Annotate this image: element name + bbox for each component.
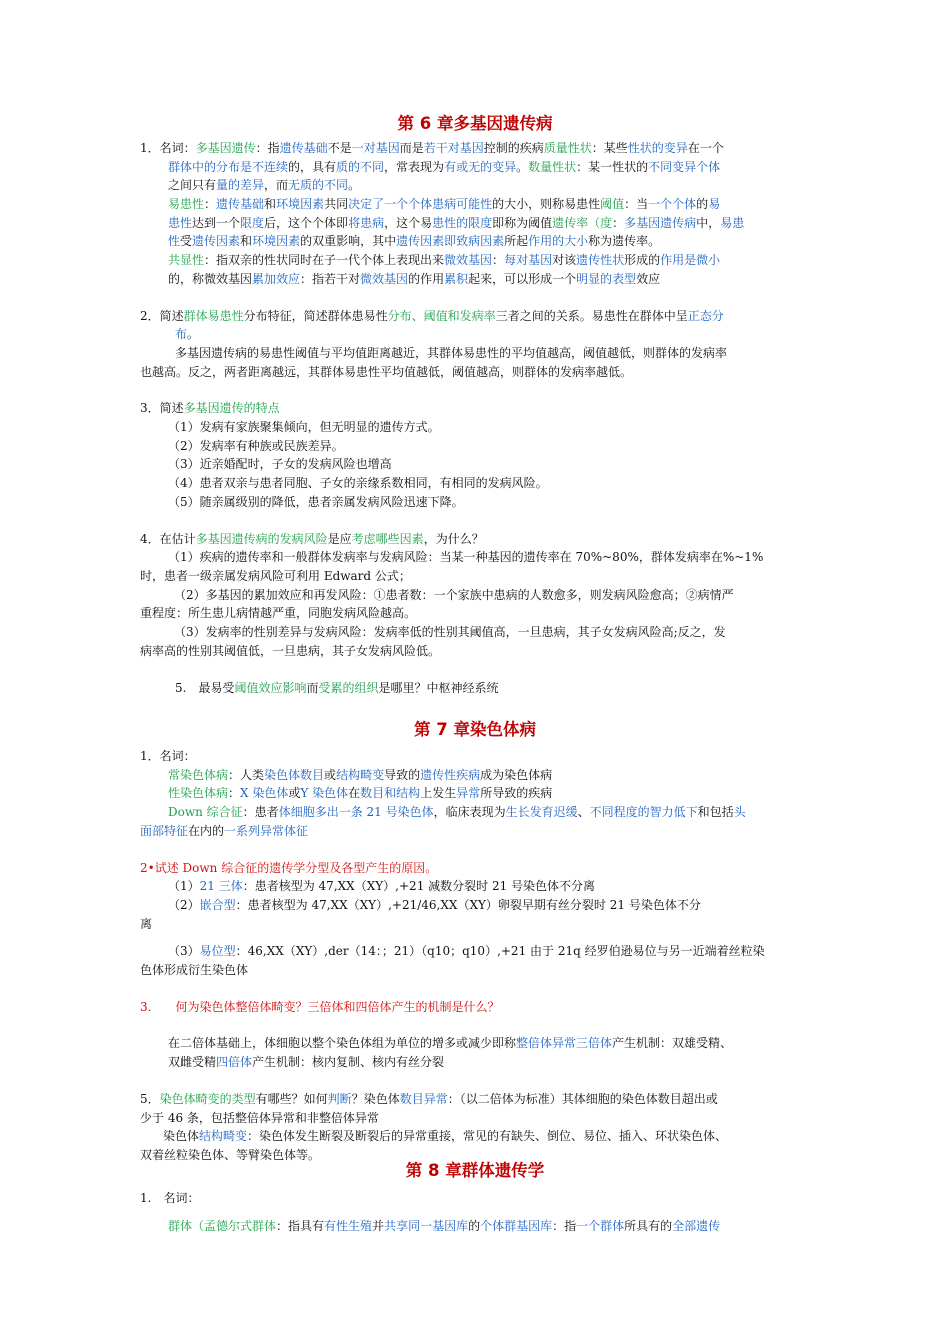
highlighted-term: 一个个体 [648, 197, 697, 211]
text-line [175, 344, 820, 363]
highlighted-term: 作用是微小 [660, 253, 721, 267]
highlighted-term: 不同程度的智力低下 [589, 805, 698, 819]
highlighted-term: Down 综合征 [168, 805, 243, 819]
text-run: 和 [240, 234, 253, 248]
text-run: 在一个 [687, 141, 724, 155]
highlighted-term: 全部遗传 [672, 1219, 721, 1233]
text-run: 1．名词： [140, 749, 196, 763]
text-run: 多基因遗传病的易患性阈值与平均值距离越近，其群体易患性的平均值越高，阈值越低，则群体的发病率 [175, 346, 728, 360]
text-run: 受 [180, 234, 193, 248]
text-run: 也越高。反之，两者距离越远，其群体易患性平均值越低，阈值越高，则群体的发病率越低。 [140, 365, 633, 379]
text-line [140, 307, 820, 326]
text-run: （3）发病率的性别差异与发病风险：发病率低的性别其阈值高，一旦患病，其子女发病风险高;反之，发 [174, 625, 726, 639]
text-run: ：指双亲的性状同时在子一代个体上表现出来 [204, 253, 445, 267]
text-line [140, 363, 820, 382]
highlighted-term: 易位型 [199, 944, 236, 958]
highlighted-term: 结构畸变 [336, 768, 385, 782]
text-line [168, 942, 820, 961]
text-run: ： [204, 197, 217, 211]
highlighted-term: 数目和结构 [360, 786, 421, 800]
highlighted-term: 明显的表型 [576, 272, 637, 286]
text-run: 双雌受精 [168, 1055, 217, 1069]
text-run: 的 [696, 197, 709, 211]
text-line [140, 604, 820, 623]
text-line [168, 548, 820, 567]
text-run: ：指 [255, 141, 280, 155]
highlighted-term: 遗传因素 [192, 234, 241, 248]
highlighted-term: 量的差异 [216, 178, 265, 192]
highlighted-term: 群体（孟德尔式群体 [168, 1219, 277, 1233]
highlighted-term: 一系列异常体征 [224, 824, 309, 838]
text-line [168, 455, 820, 474]
text-run: ：患者核型为 47,XX（XY）,+21 减数分裂时 21 号染色体不分离 [242, 879, 596, 893]
text-run: 时，患者一级亲属发病风险可利用 Edward 公式； [140, 569, 411, 583]
highlighted-term: 体细胞多出一条 21 号染色体 [278, 805, 434, 819]
text-run: （4）患者双亲与患者同胞、子女的亲缘系数相同，有相同的发病风险。 [168, 476, 548, 490]
highlighted-term: 多基因遗传 [195, 141, 256, 155]
text-run: 和包括 [697, 805, 734, 819]
text-run: 后，这个个体即 [264, 216, 349, 230]
highlighted-term: 染色体数目 [264, 768, 325, 782]
highlighted-term: 一个群体 [576, 1219, 625, 1233]
text-run: ：指具有 [276, 1219, 325, 1233]
highlighted-term: 环境因素 [276, 197, 325, 211]
text-line [168, 877, 820, 896]
text-run: 产生机制：核内复制、核内有丝分裂 [252, 1055, 445, 1069]
text-run: 是应 [327, 532, 352, 546]
text-run: ：（以二倍体为标准）其体细胞的染色体数目超出或 [447, 1092, 718, 1106]
text-run: 共同 [324, 197, 349, 211]
text-line [140, 530, 820, 549]
text-run: 。 [348, 178, 361, 192]
highlighted-term: 患性的限度 [432, 216, 493, 230]
text-run: 所导致的疾病 [480, 786, 553, 800]
highlighted-term: 生长发育迟缓 [505, 805, 578, 819]
highlighted-term: 多基因遗传病 [624, 216, 697, 230]
text-run: ：染色体发生断裂及断裂后的异常重接，常见的有缺失、倒位、易位、插入、环状染色体、 [247, 1129, 728, 1143]
text-line [140, 747, 820, 766]
text-run: （2）多基因的累加效应和再发风险：①患者数：一个家族中患病的人数愈多，则发病风险愈高；②病情严 [174, 588, 734, 602]
highlighted-term: 性染色体病 [168, 786, 229, 800]
highlighted-term: 有或无的变异 [444, 160, 517, 174]
text-line [168, 437, 820, 456]
text-run: 之间只有 [168, 178, 217, 192]
text-run: 分布特征，简述群体患易性 [243, 309, 388, 323]
text-run: ，而 [264, 178, 289, 192]
text-run: 控制的疾病 [483, 141, 544, 155]
text-line [140, 139, 820, 158]
text-line [168, 803, 820, 822]
highlighted-term: 遗传性疾病 [420, 768, 481, 782]
highlighted-term: 受累的组织 [318, 681, 379, 695]
text-run: 所具有的 [624, 1219, 673, 1233]
text-run: 色体形成衍生染色体 [140, 963, 249, 977]
highlighted-term: 判断 [327, 1092, 352, 1106]
text-run: 不是 [327, 141, 352, 155]
highlighted-term: 整倍体异常三倍体 [516, 1036, 613, 1050]
chapter-title: 第 7 章染色体病 [414, 720, 536, 739]
text-run: 成为染色体病 [480, 768, 553, 782]
highlighted-term: 共显性 [168, 253, 205, 267]
text-line [168, 214, 820, 233]
highlighted-term: 异常 [456, 786, 481, 800]
text-run: 。 [516, 160, 529, 174]
text-run: （2）发病率有种族或民族差异。 [168, 439, 344, 453]
text-run: 三者之间的关系。易患性在群体中呈 [495, 309, 688, 323]
text-run: 产生机制：双雄受精、 [612, 1036, 733, 1050]
highlighted-term: 遗传因素即致病因素 [396, 234, 505, 248]
highlighted-term: 易患 [720, 216, 745, 230]
text-run: 或 [324, 768, 337, 782]
text-line [140, 961, 820, 980]
highlighted-term: 四倍体 [216, 1055, 253, 1069]
highlighted-term: 不同变异个体 [648, 160, 721, 174]
highlighted-term: 环境因素 [252, 234, 301, 248]
text-run: ：人类 [228, 768, 265, 782]
text-line [168, 896, 820, 915]
text-line [168, 270, 820, 289]
text-run: 达到一个 [192, 216, 241, 230]
text-line [168, 418, 820, 437]
text-run: ： [228, 786, 241, 800]
highlighted-term: 遗传基础 [216, 197, 265, 211]
highlighted-term: 考虑哪些因素 [351, 532, 424, 546]
text-line [140, 998, 820, 1017]
text-line [168, 195, 820, 214]
text-line [168, 232, 820, 251]
highlighted-term: 多基因遗传病的发病风险 [195, 532, 328, 546]
text-run: 即称为阈值 [492, 216, 553, 230]
highlighted-term: 遗传基础 [279, 141, 328, 155]
text-run: （5）随亲属级别的降低，患者亲属发病风险迅速下降。 [168, 495, 464, 509]
highlighted-term: 个体群基因库 [480, 1219, 553, 1233]
text-run: 是哪里？中枢神经系统 [378, 681, 499, 695]
text-line [168, 1053, 820, 1072]
text-run: 而 [306, 681, 319, 695]
text-run: 有哪些？如何 [255, 1092, 328, 1106]
text-line [174, 586, 820, 605]
highlighted-term: 限度 [240, 216, 265, 230]
highlighted-term: 性 [168, 234, 181, 248]
highlighted-term: 遗传率（度 [552, 216, 613, 230]
text-run: 少于 46 条，包括整倍体异常和非整倍体异常 [140, 1111, 379, 1125]
text-run: 的大小，则称易患性 [492, 197, 601, 211]
text-line [175, 325, 820, 344]
highlighted-term: 将患病 [348, 216, 385, 230]
text-run: 4．在估计 [140, 532, 196, 546]
text-run: ，为什么？ [423, 532, 484, 546]
highlighted-term: 共享同一基因库 [384, 1219, 469, 1233]
highlighted-term: 21 三体 [199, 879, 243, 893]
highlighted-term: 易患性 [168, 197, 205, 211]
highlighted-term: 易 [708, 197, 721, 211]
text-run: 1．名词： [140, 141, 196, 155]
text-line [168, 158, 820, 177]
text-run: 效应 [636, 272, 661, 286]
text-run: （1） [168, 879, 200, 893]
highlighted-term: 若干对基因 [423, 141, 484, 155]
text-run: 重程度：所生患儿病情越严重，同胞发病风险越高。 [140, 606, 417, 620]
text-run: ：指 [552, 1219, 577, 1233]
text-run: 在内的 [188, 824, 225, 838]
text-line [168, 176, 820, 195]
text-run: 染色体 [163, 1129, 200, 1143]
highlighted-term: 有性生殖 [324, 1219, 373, 1233]
text-line [140, 1090, 820, 1109]
highlighted-term: X 染色体 [240, 786, 289, 800]
highlighted-term: 累加效应 [252, 272, 301, 286]
text-line [168, 766, 820, 785]
text-run: 导致的 [384, 768, 421, 782]
highlighted-term: 多基因遗传的特点 [183, 401, 280, 415]
highlighted-term: 数量性状 [528, 160, 577, 174]
text-run: ，临床表现为 [433, 805, 506, 819]
text-run: 的双重影响，其中 [300, 234, 397, 248]
text-run: ？染色体 [351, 1092, 400, 1106]
highlighted-term: 质量性状 [543, 141, 592, 155]
text-line [168, 251, 820, 270]
highlighted-term: 结构畸变 [199, 1129, 248, 1143]
text-line [140, 399, 820, 418]
highlighted-term: 头 [733, 805, 746, 819]
highlighted-term: 阈值效应影响 [234, 681, 307, 695]
text-run: 起来，可以形成一个 [468, 272, 577, 286]
text-run: ，这个易 [384, 216, 433, 230]
text-run: ：46,XX（XY）,der（14：；21）（q10；q10）,+21 由于 21q 经罗伯逊易位与另一近端着丝粒染 [235, 944, 765, 958]
text-line [140, 1189, 820, 1208]
text-run: ：当 [624, 197, 649, 211]
highlighted-term: 微效基因 [444, 253, 493, 267]
text-line [140, 859, 820, 878]
highlighted-term: 群体中的分布是不连续 [168, 160, 289, 174]
text-line [175, 679, 820, 698]
text-line [163, 1127, 820, 1146]
text-line [140, 642, 820, 661]
text-run: 所起 [504, 234, 529, 248]
highlighted-term: 性状的变异 [627, 141, 688, 155]
text-line [168, 493, 820, 512]
highlighted-term: 3. 何为染色体整倍体畸变？三倍体和四倍体产生的机制是什么？ [140, 1000, 500, 1014]
text-run: 病率高的性别其阈值低，一旦患病，其子女发病风险低。 [140, 644, 441, 658]
text-line [168, 474, 820, 493]
text-run: 1. 名词： [140, 1191, 200, 1205]
text-line [174, 623, 820, 642]
text-run: 双着丝粒染色体、等臂染色体等。 [140, 1148, 321, 1162]
text-line [140, 915, 820, 934]
highlighted-term: 微效基因 [360, 272, 409, 286]
text-run: 5． [140, 1092, 160, 1106]
highlighted-term: 分布、阈值和发病率 [387, 309, 496, 323]
text-run: ： [612, 216, 625, 230]
text-run: 、 [577, 805, 590, 819]
text-run: 2．简述 [140, 309, 184, 323]
text-run: 而是 [399, 141, 424, 155]
highlighted-term: 一对基因 [351, 141, 400, 155]
text-run: 在二倍体基础上，体细胞以整个染色体组为单位的增多或减少即称 [168, 1036, 517, 1050]
highlighted-term: 数目异常 [399, 1092, 448, 1106]
text-run: 5. 最易受 [175, 681, 235, 695]
text-run: 3．简述 [140, 401, 184, 415]
highlighted-term: 布 [175, 327, 188, 341]
text-line [140, 567, 820, 586]
highlighted-term: 嵌合型 [199, 898, 236, 912]
highlighted-term: 常染色体病 [168, 768, 229, 782]
text-run: 形成的 [624, 253, 661, 267]
text-run: 上发生 [420, 786, 457, 800]
highlighted-term: 患性 [168, 216, 193, 230]
highlighted-term: 群体易患性 [183, 309, 244, 323]
text-run: 在 [348, 786, 361, 800]
text-run: ，常表现为 [384, 160, 445, 174]
text-run: 和 [264, 197, 277, 211]
highlighted-term: 2•试述 Down 综合征的遗传学分型及各型产生的原因。 [140, 861, 438, 875]
text-line [140, 822, 820, 841]
text-run: （3）近亲婚配时，子女的发病风险也增高 [168, 457, 392, 471]
text-run: （2） [168, 898, 200, 912]
text-run: ：患者 [242, 805, 279, 819]
highlighted-term: 每对基因 [504, 253, 553, 267]
text-line [168, 1034, 820, 1053]
chapter-title: 第 6 章多基因遗传病 [397, 114, 553, 133]
highlighted-term: Y 染色体 [300, 786, 349, 800]
highlighted-term: 决定了一个个体患病可能性 [348, 197, 493, 211]
text-run: 离 [140, 917, 153, 931]
text-run: 的，称微效基因 [168, 272, 253, 286]
highlighted-term: 累积 [444, 272, 469, 286]
text-run: ： [492, 253, 505, 267]
text-run: 的作用 [408, 272, 445, 286]
text-run: ：某一性状的 [576, 160, 649, 174]
text-run: 对该 [552, 253, 577, 267]
highlighted-term: 作用的大小 [528, 234, 589, 248]
text-run: ：指若干对 [300, 272, 361, 286]
text-line [168, 1217, 820, 1236]
text-run: 的 [468, 1219, 481, 1233]
text-run: ：某些 [591, 141, 628, 155]
highlighted-term: 阈值 [600, 197, 625, 211]
text-run: （3） [168, 944, 200, 958]
text-run: 中， [696, 216, 721, 230]
text-run: （1）发病有家族聚集倾向，但无明显的遗传方式。 [168, 420, 440, 434]
text-run: 或 [288, 786, 301, 800]
text-run: 。 [187, 327, 200, 341]
highlighted-term: 质的不同 [336, 160, 385, 174]
text-line [140, 1109, 820, 1128]
text-line [168, 784, 820, 803]
text-run: 并 [372, 1219, 385, 1233]
text-run: 的，具有 [288, 160, 337, 174]
text-run: （1）疾病的遗传率和一般群体发病率与发病风险：当某一种基因的遗传率在 70%~80%，群体发病率在%~1% [168, 550, 764, 564]
highlighted-term: 无质的不同 [288, 178, 349, 192]
highlighted-term: 正态分 [687, 309, 724, 323]
text-run: ：患者核型为 47,XX（XY）,+21/46,XX（XY）卵裂早期有丝分裂时 21 号染色体不分 [235, 898, 701, 912]
text-run: 称为遗传率。 [588, 234, 661, 248]
highlighted-term: 染色体畸变的类型 [159, 1092, 256, 1106]
chapter-title: 第 8 章群体遗传学 [405, 1161, 545, 1180]
highlighted-term: 遗传性状 [576, 253, 625, 267]
highlighted-term: 面部特征 [140, 824, 189, 838]
